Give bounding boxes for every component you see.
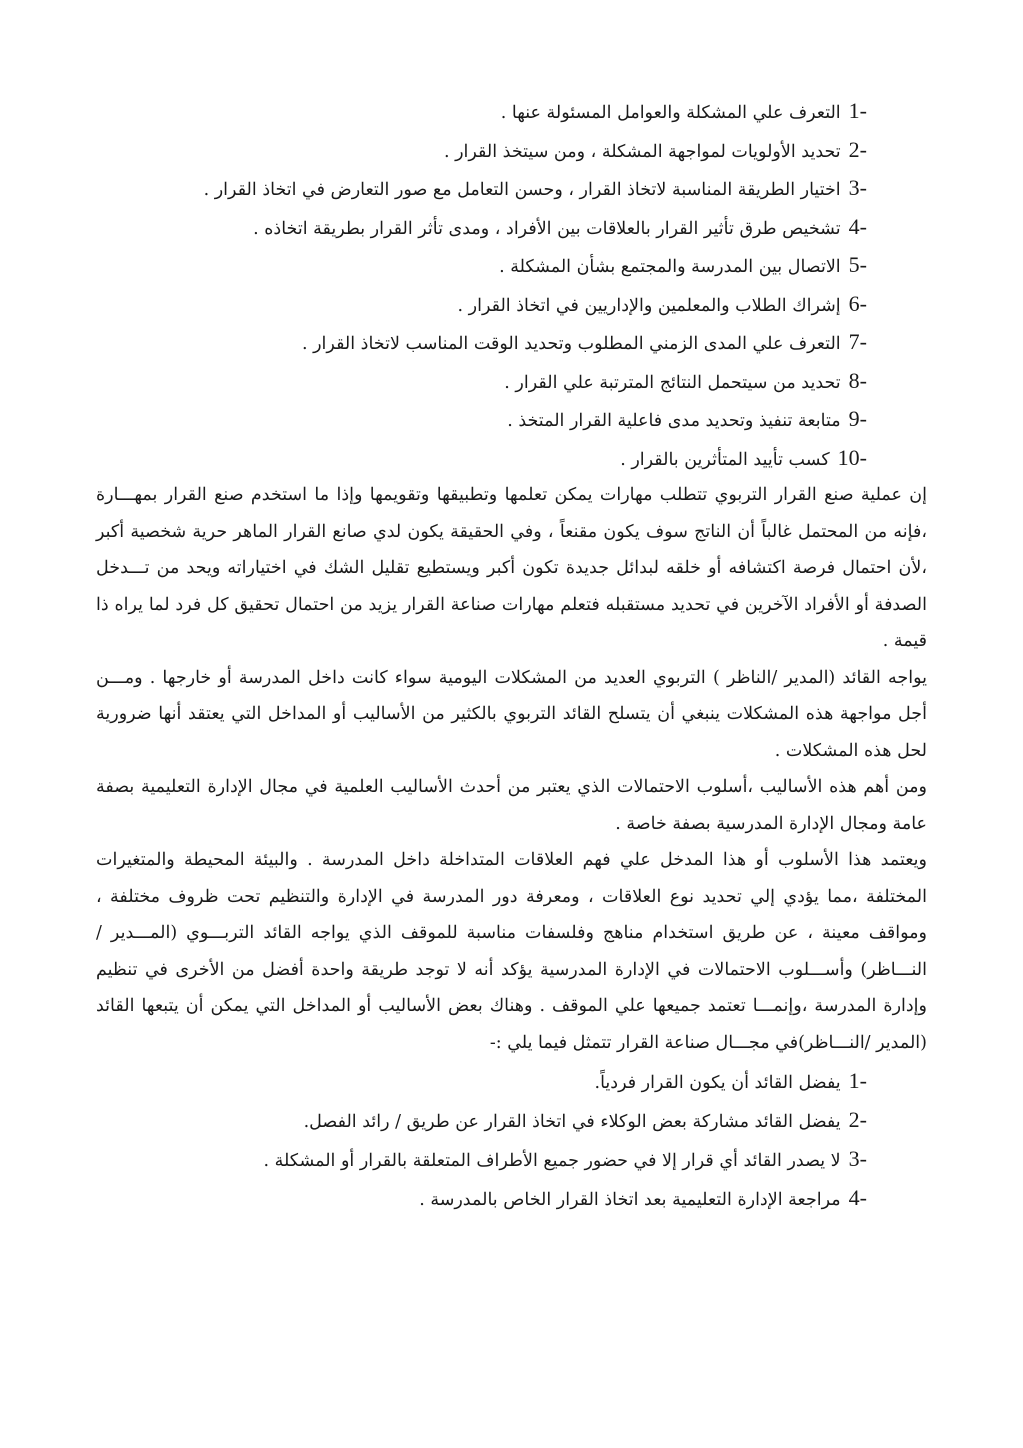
item-text: التعرف علي المشكلة والعوامل المسئولة عنها . bbox=[500, 103, 841, 123]
item-number: 2- bbox=[848, 136, 867, 162]
item-number: 4- bbox=[848, 213, 867, 239]
item-number: 4- bbox=[848, 1185, 867, 1210]
item-number: 10- bbox=[837, 444, 867, 470]
list-item bbox=[96, 169, 867, 208]
item-text: إشراك الطلاب والمعلمين والإداريين في اتخاذ القرار . bbox=[457, 295, 841, 316]
list-item bbox=[96, 1061, 867, 1100]
item-text: التعرف علي المدى الزمني المطلوب وتحديد الوقت المناسب لاتخاذ القرار . bbox=[301, 334, 841, 354]
paragraph-contingency-method: ومن أهم هذه الأساليب ،أسلوب الاحتمالات الذي يعتبر من أحدث الأساليب العلمية في مجال الإدارة التعليمية بصفة عامة ومجال الإدارة المدرسية بصفة خاصة . bbox=[96, 777, 927, 834]
item-number: 3- bbox=[848, 175, 867, 200]
list-item bbox=[96, 362, 867, 401]
item-text: كسب تأييد المتأثرين بالقرار . bbox=[620, 449, 830, 470]
item-text: اختيار الطريقة المناسبة لاتخاذ القرار ، وحسن التعامل مع صور التعارض في اتخاذ القرار . bbox=[203, 180, 841, 200]
list-item bbox=[96, 208, 867, 247]
item-text: الاتصال بين المدرسة والمجتمع بشأن المشكلة . bbox=[499, 257, 841, 277]
item-number: 8- bbox=[848, 367, 867, 393]
item-text: تحديد من سيتحمل النتائج المترتبة علي القرار . bbox=[504, 372, 841, 393]
item-number: 5- bbox=[848, 252, 867, 277]
item-text: متابعة تنفيذ وتحديد مدى فاعلية القرار المتخذ . bbox=[507, 411, 841, 431]
item-number: 9- bbox=[848, 406, 867, 431]
item-text: تحديد الأولويات لمواجهة المشكلة ، ومن سيتخذ القرار . bbox=[443, 141, 841, 162]
paragraph-decision-skills: إن عملية صنع القرار التربوي تتطلب مهارات يمكن تعلمها وتطبيقها وتقويمها وإذا ما استخدم صنع القرار بمهـــارة ،فإنه من المحتمل غالباً أن الناتج سوف يكون مقنعاً ، وفي الحقيقة يكون لدي صانع القرار الماهر حرية شخصية أكبر ،لأن احتمال فرصة اكتشافه أو خلقه لبدائل جديدة تكون أكبر ويستطيع تقليل الشك في اختياراته ويحد من تـــدخل الصدفة أو الأفراد الآخرين في تحديد مستقبله فتعلم مهارات صناعة القرار يزيد من احتمال تحقيق كل فرد لما يراه ذا قيمة . bbox=[96, 485, 927, 651]
list-item bbox=[96, 1100, 867, 1139]
item-number: 7- bbox=[848, 329, 867, 354]
list-item bbox=[96, 246, 867, 285]
list-item bbox=[96, 439, 867, 478]
item-text: يفضل القائد مشاركة بعض الوكلاء في اتخاذ القرار عن طريق / رائد الفصل. bbox=[303, 1112, 841, 1132]
list-item bbox=[96, 1178, 867, 1217]
list-item bbox=[96, 285, 867, 324]
list-item bbox=[96, 131, 867, 170]
list-item bbox=[96, 400, 867, 439]
list-item bbox=[96, 323, 867, 362]
item-number: 6- bbox=[848, 290, 867, 316]
item-text: مراجعة الإدارة التعليمية بعد اتخاذ القرار الخاص بالمدرسة . bbox=[419, 1190, 841, 1210]
item-number: 3- bbox=[848, 1146, 867, 1171]
document-page bbox=[96, 92, 927, 1217]
item-text: لا يصدر القائد أي قرار إلا في حضور جميع الأطراف المتعلقة بالقرار أو المشكلة . bbox=[263, 1151, 841, 1171]
list-item bbox=[96, 1139, 867, 1178]
list-item bbox=[96, 92, 867, 131]
leader-approaches-list bbox=[96, 1061, 927, 1217]
decision-steps-list bbox=[96, 92, 927, 477]
item-text: يفضل القائد أن يكون القرار فردياً. bbox=[594, 1073, 841, 1093]
paragraph-leader-problems: يواجه القائد (المدير /الناظر ) التربوي العديد من المشكلات اليومية سواء كانت داخل المدرسة أو خارجها . ومـــن أجل مواجهة هذه المشكلات ينبغي أن يتسلح القائد التربوي بالكثير من الأساليب أو المداخل التي يعتقد أنها ضرورية لحل هذه المشكلات . bbox=[96, 667, 927, 761]
paragraph-approach-description: ويعتمد هذا الأسلوب أو هذا المدخل علي فهم العلاقات المتداخلة داخل المدرسة . والبيئة المحيطة والمتغيرات المختلفة ،مما يؤدي إلي تحديد نوع العلاقات ، ومعرفة دور المدرسة في الإدارة والتنظيم تحت ظروف مختلفة ، ومواقف معينة ، عن طريق استخدام مناهج وفلسفات مناسبة للموقف الذي يواجه القائد التربـــوي (المـــدير /النـــاظر) وأســـلوب الاحتمالات في الإدارة المدرسية يؤكد أنه لا توجد طريقة واحدة أفضل من الأخرى في تنظيم وإدارة المدرسة ،وإنمـــا تعتمد جميعها علي الموقف . وهناك بعض الأساليب أو المداخل التي يمكن أن يتبعها القائد (المدير /النـــاظر)في مجـــال صناعة القرار تتمثل فيما يلي :- bbox=[96, 850, 927, 1053]
item-text: تشخيص طرق تأثير القرار بالعلاقات بين الأفراد ، ومدى تأثر القرار بطريقة اتخاذه . bbox=[253, 218, 841, 239]
item-number: 1- bbox=[848, 98, 867, 123]
item-number: 2- bbox=[848, 1107, 867, 1132]
item-number: 1- bbox=[848, 1068, 867, 1093]
